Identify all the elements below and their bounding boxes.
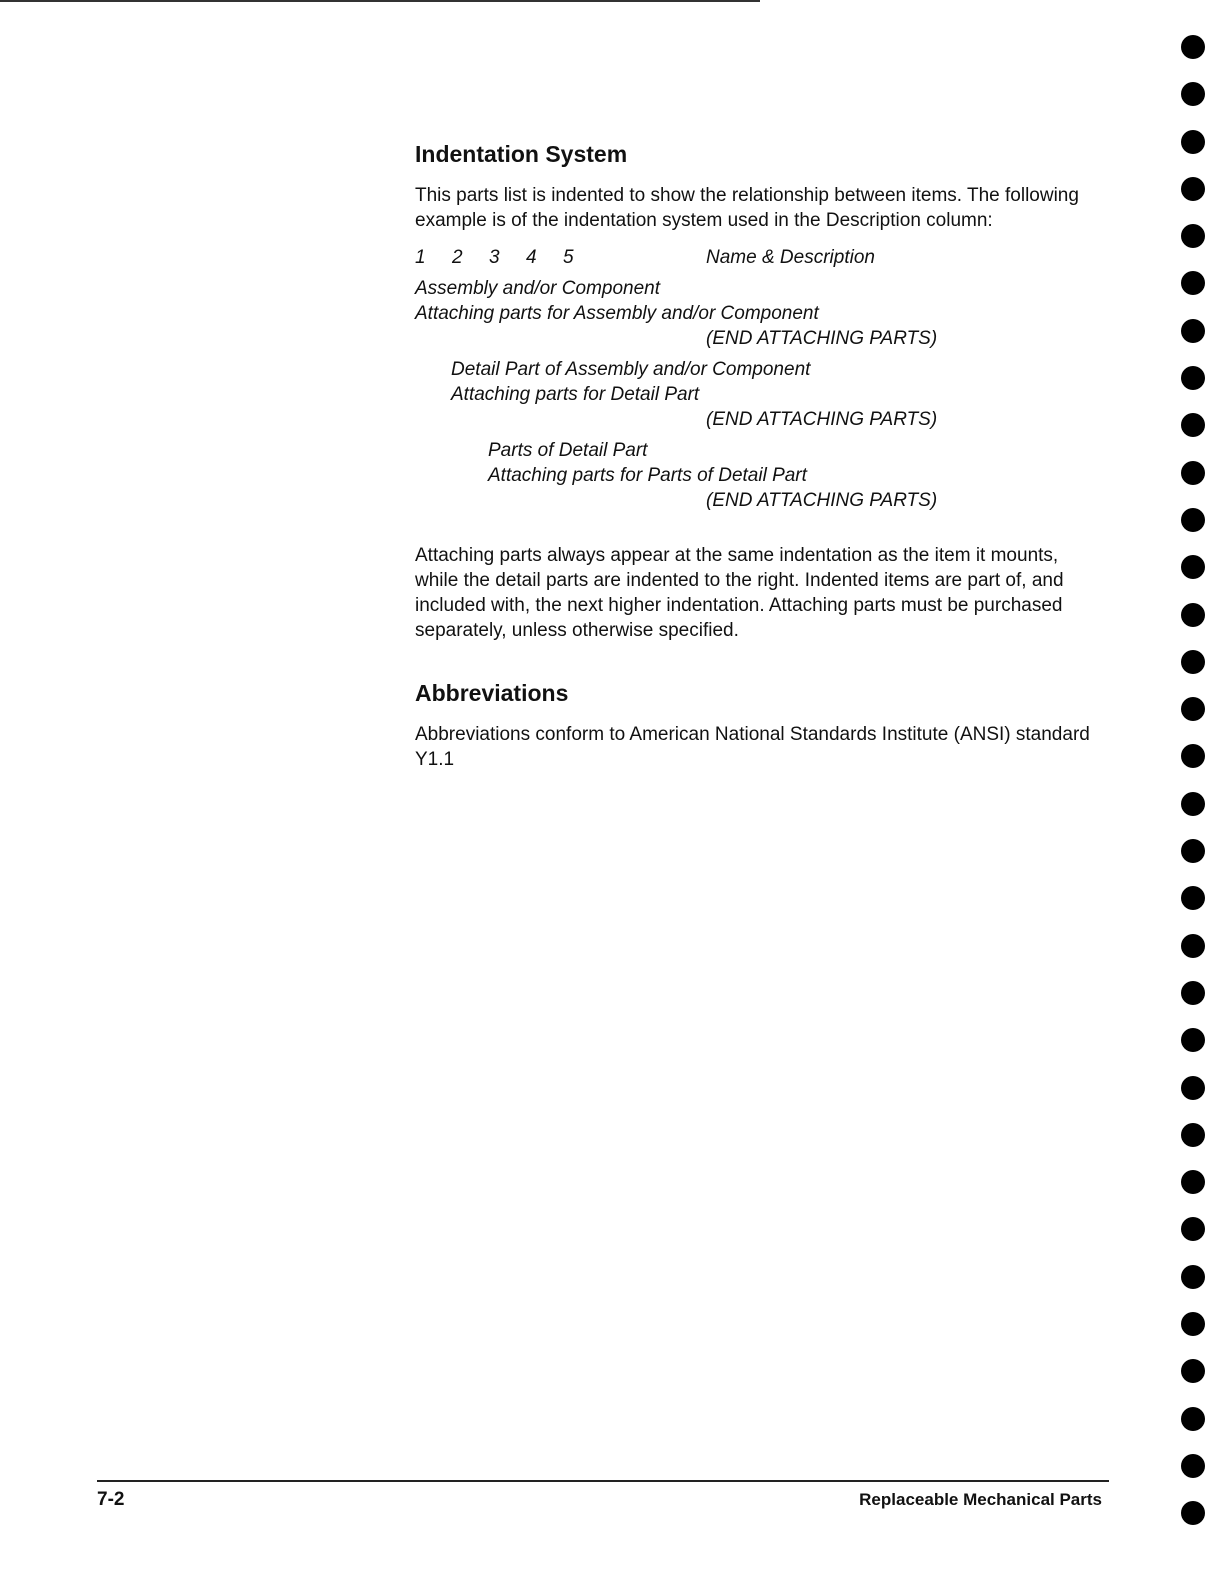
binder-hole-icon bbox=[1181, 650, 1205, 674]
footer-page-number: 7-2 bbox=[97, 1489, 125, 1510]
indent-level-4: 4 bbox=[526, 247, 537, 268]
binder-hole-icon bbox=[1181, 177, 1205, 201]
binder-hole-icon bbox=[1181, 1407, 1205, 1431]
binder-hole-icon bbox=[1181, 82, 1205, 106]
example-detail-attaching: Attaching parts for Detail Part bbox=[451, 384, 700, 405]
example-parts-of-detail: Parts of Detail Part bbox=[488, 440, 648, 461]
indent-level-3: 3 bbox=[489, 247, 500, 268]
example-assembly-attaching: Attaching parts for Assembly and/or Component bbox=[415, 303, 819, 324]
binder-hole-icon bbox=[1181, 1501, 1205, 1525]
indent-level-numbers bbox=[415, 247, 600, 268]
example-header-row bbox=[415, 245, 1105, 270]
example-detail-part: Detail Part of Assembly and/or Component bbox=[451, 359, 811, 380]
abbreviations-paragraph: Abbreviations conform to American National Standards Institute (ANSI) standard Y1.1 bbox=[415, 724, 1090, 770]
binder-hole-icon bbox=[1181, 1217, 1205, 1241]
example-parts-attaching: Attaching parts for Parts of Detail Part bbox=[488, 465, 807, 486]
indentation-example bbox=[415, 245, 1105, 513]
indentation-system-heading: Indentation System bbox=[415, 141, 628, 167]
example-end-attaching-3: (END ATTACHING PARTS) bbox=[706, 490, 938, 511]
footer-section-title: Replaceable Mechanical Parts bbox=[859, 1490, 1102, 1509]
binder-hole-icon bbox=[1181, 130, 1205, 154]
binder-hole-icon bbox=[1181, 224, 1205, 248]
binder-hole-icon bbox=[1181, 461, 1205, 485]
binder-hole-icon bbox=[1181, 366, 1205, 390]
binder-hole-icon bbox=[1181, 508, 1205, 532]
binder-hole-icon bbox=[1181, 1076, 1205, 1100]
binder-hole-icon bbox=[1181, 603, 1205, 627]
top-rule bbox=[0, 0, 760, 2]
binder-hole-icon bbox=[1181, 839, 1205, 863]
indent-level-1: 1 bbox=[415, 247, 426, 268]
indent-level-2: 2 bbox=[452, 247, 463, 268]
binder-hole-icon bbox=[1181, 792, 1205, 816]
footer-rule bbox=[97, 1480, 1109, 1482]
binder-hole-icon bbox=[1181, 35, 1205, 59]
binder-hole-icon bbox=[1181, 1312, 1205, 1336]
example-end-attaching-2: (END ATTACHING PARTS) bbox=[706, 409, 938, 430]
attaching-parts-paragraph: Attaching parts always appear at the same indentation as the item it mounts, while the detail parts are indented to the right. Indented items are part of, and included with, the next higher indentation. Attaching parts must be purchased separately, unless otherwise specified. bbox=[415, 545, 1064, 641]
example-assembly: Assembly and/or Component bbox=[415, 278, 661, 299]
indent-level-5: 5 bbox=[563, 247, 574, 268]
page-content bbox=[415, 138, 1105, 772]
binder-hole-icon bbox=[1181, 1265, 1205, 1289]
name-description-header: Name & Description bbox=[706, 247, 875, 268]
binder-hole-icon bbox=[1181, 1123, 1205, 1147]
binder-hole-icon bbox=[1181, 319, 1205, 343]
binder-hole-icon bbox=[1181, 555, 1205, 579]
abbreviations-heading: Abbreviations bbox=[415, 680, 569, 706]
binder-hole-icon bbox=[1181, 697, 1205, 721]
binder-holes bbox=[1181, 35, 1207, 1549]
binder-hole-icon bbox=[1181, 413, 1205, 437]
binder-hole-icon bbox=[1181, 271, 1205, 295]
binder-hole-icon bbox=[1181, 1359, 1205, 1383]
indentation-intro-paragraph: This parts list is indented to show the relationship between items. The following example is of the indentation system used in the Description column: bbox=[415, 185, 1079, 231]
binder-hole-icon bbox=[1181, 1028, 1205, 1052]
binder-hole-icon bbox=[1181, 934, 1205, 958]
example-end-attaching-1: (END ATTACHING PARTS) bbox=[706, 328, 938, 349]
binder-hole-icon bbox=[1181, 981, 1205, 1005]
binder-hole-icon bbox=[1181, 1170, 1205, 1194]
binder-hole-icon bbox=[1181, 744, 1205, 768]
binder-hole-icon bbox=[1181, 886, 1205, 910]
binder-hole-icon bbox=[1181, 1454, 1205, 1478]
